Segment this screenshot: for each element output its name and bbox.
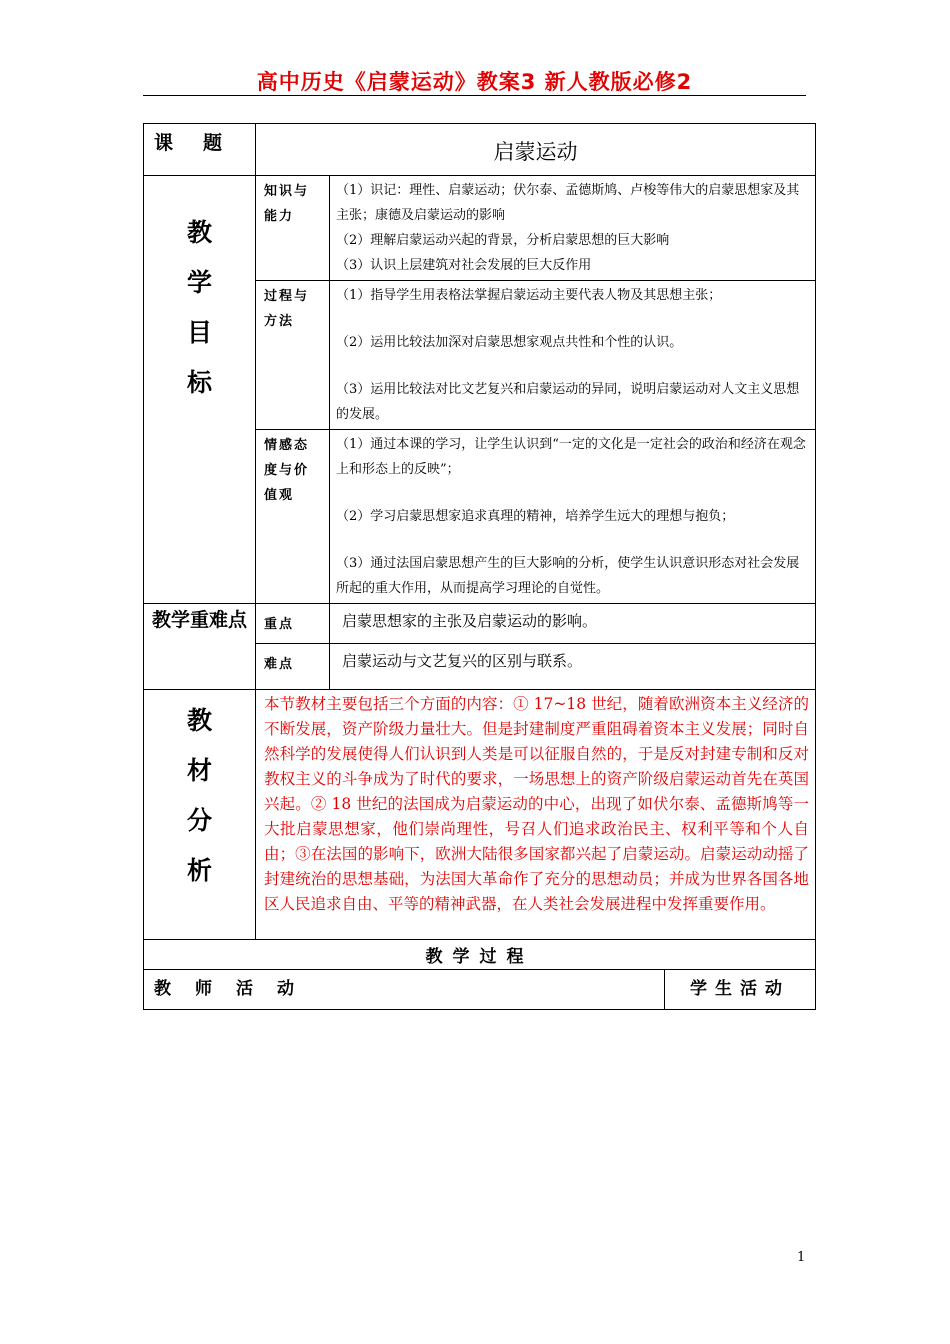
key-label: 重点 [256,604,330,644]
objective-label-process: 过程与方法 [256,281,330,430]
objective-line: （3）运用比较法对比文艺复兴和启蒙运动的异同，说明启蒙运动对人文主义思想的发展。 [336,382,800,422]
objective-line: （1）指导学生用表格法掌握启蒙运动主要代表人物及其思想主张； [336,288,722,303]
objective-row-knowledge [144,176,816,281]
objectives-label-char: 目 [186,318,212,347]
objectives-label-char: 学 [186,268,212,297]
analysis-text: 本节教材主要包括三个方面的内容：① 17~18 世纪，随着欧洲资本主义经济的不断发展，资产阶级力量壮大。但是封建制度严重阻碍着资本主义发展；同时自然科学的发展使得人们认识到人类是可以征服自然的，于是反对封建专制和反对教权主义的斗争成为了时代的要求，一场思想上的资产阶级启蒙运动首先在英国兴起。② 18 世纪的法国成为启蒙运动的中心，出现了如伏尔泰、孟德斯鸠等一大批启蒙思想家，他们崇尚理性，号召人们追求政治民主、权利平等和个人自由；③在法国的影响下，欧洲大陆很多国家都兴起了启蒙运动。启蒙运动动摇了封建统治的思想基础，为法国大革命作了充分的思想动员；并成为世界各国各地区人民追求自由、平等的精神武器，在人类社会发展进程中发挥重要作用。 [256,690,816,940]
analysis-label-char: 分 [186,806,212,835]
objective-line: （2）运用比较法加深对启蒙思想家观点共性和个性的认识。 [336,335,683,350]
analysis-row [144,690,816,940]
process-header-row [144,940,816,970]
objective-line: （2）学习启蒙思想家追求真理的精神，培养学生远大的理想与抱负； [336,509,735,524]
student-activity-label: 学生活动 [665,970,816,1010]
objectives-label-char: 教 [186,218,212,247]
objective-line: （3）通过法国启蒙思想产生的巨大影响的分析，使学生认识意识形态对社会发展所起的重大作用，从而提高学习理论的自觉性。 [336,556,800,596]
objective-line: （2）理解启蒙运动兴起的背景，分析启蒙思想的巨大影响 [336,233,670,248]
objective-text-knowledge [330,176,816,281]
process-label: 教学过程 [144,940,816,970]
topic-label: 课题 [144,124,256,176]
key-text: 启蒙思想家的主张及启蒙运动的影响。 [330,604,816,644]
objective-text-process [330,281,816,430]
objective-line: （1）通过本课的学习，让学生认识到“一定的文化是一定社会的政治和经济在观念上和形态上的反映”； [336,437,806,477]
topic-row [144,124,816,176]
objective-text-attitude [330,430,816,604]
page-number: 1 [797,1250,806,1265]
page-title: 高中历史《启蒙运动》教案3 新人教版必修2 [256,70,693,94]
difficulty-label: 难点 [256,644,330,690]
title-divider [143,95,806,96]
difficulty-text: 启蒙运动与文艺复兴的区别与联系。 [330,644,816,690]
focus-row-key [144,604,816,644]
topic-value: 启蒙运动 [256,124,816,176]
objectives-label [144,176,256,604]
lesson-plan-table [143,123,816,1010]
analysis-label-char: 材 [186,756,212,785]
objective-label-knowledge: 知识与能力 [256,176,330,281]
objective-line: （3）认识上层建筑对社会发展的巨大反作用 [336,258,592,273]
analysis-label-char: 教 [186,706,212,735]
objective-label-attitude: 情感态度与价值观 [256,430,330,604]
objective-line: （1）识记：理性、启蒙运动；伏尔泰、孟德斯鸠、卢梭等伟大的启蒙思想家及其主张；康德及启蒙运动的影响 [336,183,800,223]
focus-label: 教学重难点 [144,604,256,690]
objectives-label-char: 标 [186,368,212,397]
activity-header-row [144,970,816,1010]
analysis-label [144,690,256,940]
analysis-label-char: 析 [186,856,212,885]
teacher-activity-label: 教师活动 [144,970,665,1010]
